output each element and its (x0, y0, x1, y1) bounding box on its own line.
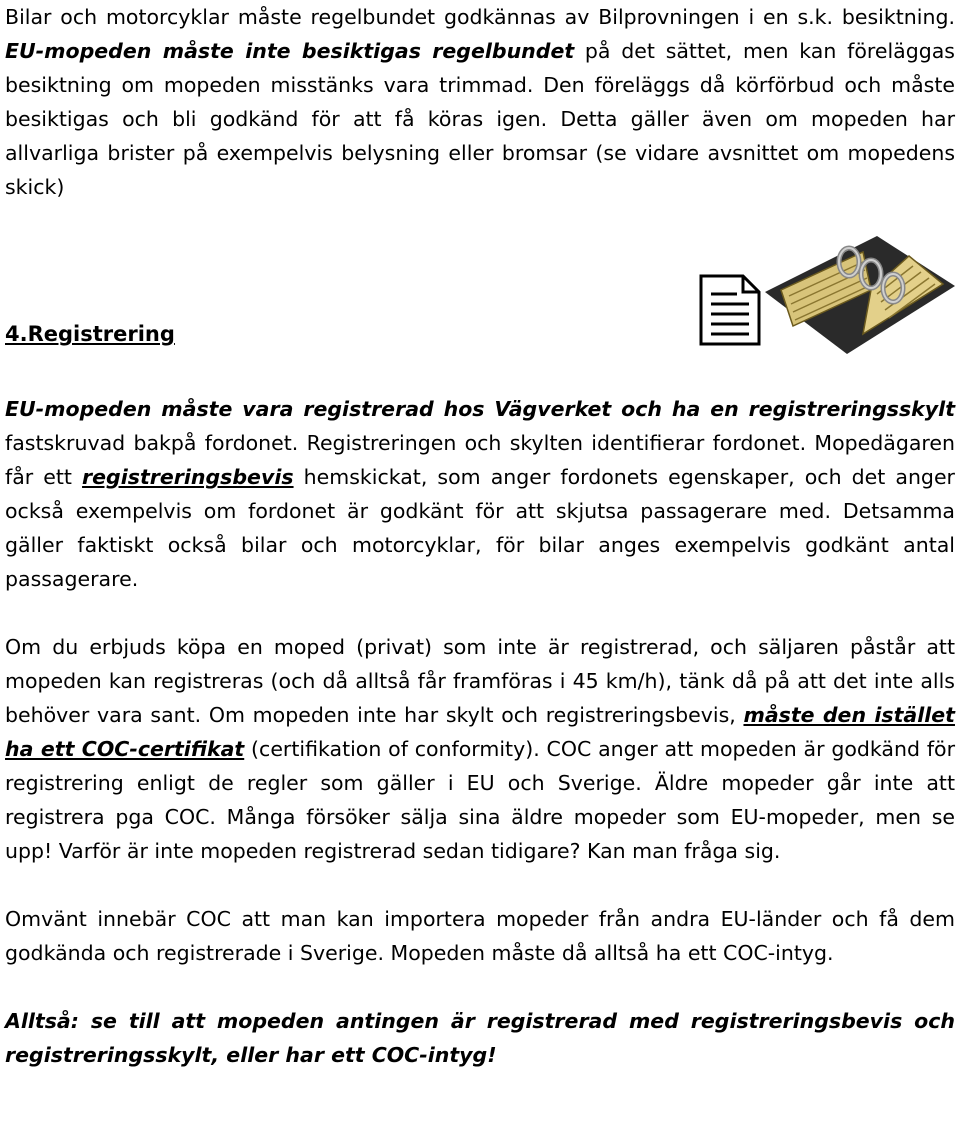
conclusion-paragraph: Alltså: se till att mopeden antingen är registrerad med registreringsbevis och registreringsskylt, eller har ett COC-intyg! (5, 1009, 955, 1067)
intro-emphasis: EU-mopeden måste inte besiktigas regelbundet (5, 39, 575, 63)
intro-text-2: på det sättet, men kan föreläggas besiktning om mopeden misstänks vara trimmad. Den föreläggs då körförbud och måste besiktigas och bli godkänd för att få köras igen. Detta gäller även om mopeden har allvarliga brister på exempelvis belysning eller bromsar (se vidare avsnittet om mopedens skick) (5, 39, 955, 199)
document-page (5, 0, 955, 1072)
private-purchase-paragraph (5, 630, 955, 868)
document-icon (699, 274, 761, 350)
intro-paragraph (5, 0, 955, 204)
import-paragraph: Omvänt innebär COC att man kan importera mopeder från andra EU-länder och få dem godkända och registrerade i Sverige. Mopeden måste då alltså ha ett COC-intyg. (5, 907, 955, 965)
purchase-text-1: Om du erbjuds köpa en moped (privat) som inte är registrerad, och säljaren påstår att mopeden kan registreras (och då alltså får framföras i 45 km/h), tänk då på att det inte alls behöver vara sant. Om mopeden inte har skylt och registreringsbevis, (5, 635, 955, 727)
coc-requirement: måste den istället ha ett COC-certifikat (5, 703, 955, 761)
binder-book-icon (759, 230, 959, 364)
registration-text-1: fastskruvad bakpå fordonet. Registreringen och skylten identifierar fordonet. Mopedägaren får ett (5, 431, 955, 489)
intro-text-1: Bilar och motorcyklar måste regelbundet godkännas av Bilprovningen i en s.k. besiktning. (5, 5, 955, 29)
registration-text-2: hemskickat, som anger fordonets egenskaper, och det anger också exempelvis om fordonet är godkänt för att skjutsa passagerare med. Detsamma gäller faktiskt också bilar och motorcyklar, för bilar anges exempelvis godkänt antal passagerare. (5, 465, 955, 591)
registration-emphasis: EU-mopeden måste vara registrerad hos Vägverket och ha en registreringsskylt (5, 397, 955, 421)
purchase-text-2: (certifikation of conformity). COC anger att mopeden är godkänd för registrering enligt de regler som gäller i EU och Sverige. Äldre mopeder går inte att registrera pga COC. Många försöker sälja sina äldre mopeder som EU-mopeder, men se upp! Varför är inte mopeden registrerad sedan tidigare? Kan man fråga sig. (5, 737, 956, 863)
registration-paragraph (5, 392, 955, 596)
section-header (5, 204, 955, 392)
section-heading: 4.Registrering (5, 322, 175, 346)
registration-certificate-term: registreringsbevis (82, 465, 294, 489)
